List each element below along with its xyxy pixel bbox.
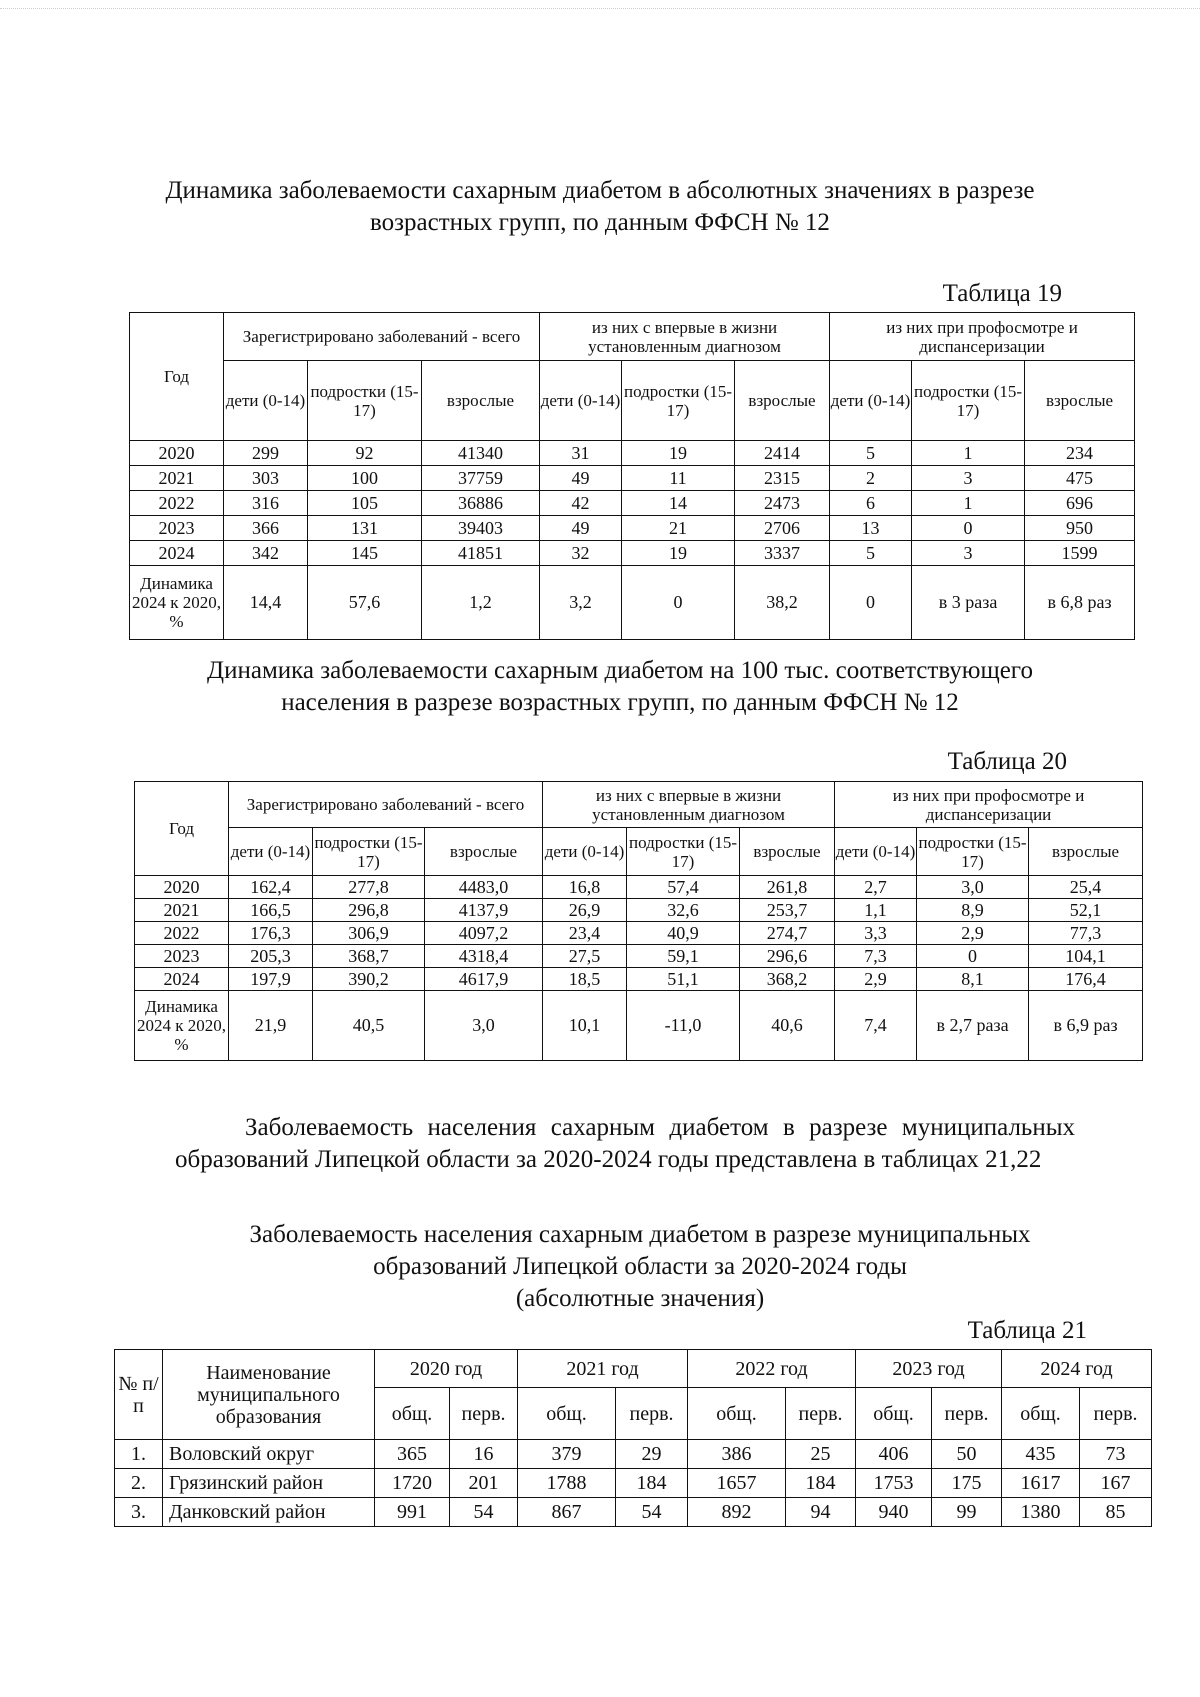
- table-cell: 5: [830, 441, 912, 466]
- table-cell: 100: [308, 466, 422, 491]
- table-cell: 145: [308, 541, 422, 566]
- table-cell: 306,9: [313, 922, 425, 945]
- table-cell: 386: [688, 1440, 786, 1469]
- table-cell: 205,3: [229, 945, 313, 968]
- table-cell: 105: [308, 491, 422, 516]
- table21-body: [115, 1440, 1152, 1527]
- table-cell: 13: [830, 516, 912, 541]
- paragraph-intro: [175, 1112, 1075, 1176]
- col-header-year: 2024 год: [1002, 1350, 1152, 1388]
- table-cell: 36886: [422, 491, 540, 516]
- col-header-num: № п/п: [115, 1350, 163, 1440]
- table-cell: 49: [540, 466, 622, 491]
- table-cell: 475: [1025, 466, 1135, 491]
- table-cell: 51,1: [627, 968, 740, 991]
- table-cell: 2414: [735, 441, 830, 466]
- col-header-name: Наименование муниципального образования: [163, 1350, 375, 1440]
- table-cell: 77,3: [1029, 922, 1143, 945]
- table-cell: 10,1: [543, 991, 627, 1061]
- table-row: [130, 491, 1135, 516]
- table-cell: 54: [616, 1498, 688, 1527]
- table-cell: Воловский округ: [163, 1440, 375, 1469]
- table-cell: 991: [375, 1498, 450, 1527]
- table-cell: 368,2: [740, 968, 835, 991]
- table-cell: 4483,0: [425, 876, 543, 899]
- col-header-adults: взрослые: [425, 828, 543, 876]
- table-cell: 1720: [375, 1469, 450, 1498]
- table-cell: 29: [616, 1440, 688, 1469]
- table-row: [115, 1440, 1152, 1469]
- table-cell: 234: [1025, 441, 1135, 466]
- heading-line: образований Липецкой области за 2020-2024 годы: [373, 1253, 907, 1280]
- row-label-dynamics: Динамика 2024 к 2020, %: [135, 991, 229, 1061]
- col-header-teens: подростки (15-17): [627, 828, 740, 876]
- table-cell: в 2,7 раза: [917, 991, 1029, 1061]
- table-cell: 7,3: [835, 945, 917, 968]
- table-cell: 1380: [1002, 1498, 1080, 1527]
- table-cell: 8,1: [917, 968, 1029, 991]
- table-cell: 365: [375, 1440, 450, 1469]
- table-row: [115, 1498, 1152, 1527]
- table-row: [130, 466, 1135, 491]
- table-cell: 131: [308, 516, 422, 541]
- table-cell: 2024: [130, 541, 224, 566]
- table19-body: [130, 441, 1135, 566]
- table-cell: 6: [830, 491, 912, 516]
- table-cell: 2024: [135, 968, 229, 991]
- table-row: [115, 1469, 1152, 1498]
- table-cell: 19: [622, 541, 735, 566]
- table-19: [129, 312, 1135, 640]
- table-cell: 94: [786, 1498, 856, 1527]
- heading-line: возрастных групп, по данным ФФСН № 12: [370, 209, 830, 236]
- table-cell: 4318,4: [425, 945, 543, 968]
- table-cell: 2020: [135, 876, 229, 899]
- table-cell: 1657: [688, 1469, 786, 1498]
- table-row: [130, 541, 1135, 566]
- heading-line: (абсолютные значения): [515, 1285, 765, 1312]
- table-cell: 277,8: [313, 876, 425, 899]
- table-cell: 0: [830, 566, 912, 640]
- table-cell: 2: [830, 466, 912, 491]
- table-cell: 368,7: [313, 945, 425, 968]
- table-cell: 2706: [735, 516, 830, 541]
- table-cell: 201: [450, 1469, 518, 1498]
- table-cell: 3,2: [540, 566, 622, 640]
- table-cell: 26,9: [543, 899, 627, 922]
- table-cell: 14,4: [224, 566, 308, 640]
- table-cell: 696: [1025, 491, 1135, 516]
- table-cell: 1,1: [835, 899, 917, 922]
- heading-line: населения в разрезе возрастных групп, по данным ФФСН № 12: [281, 689, 959, 716]
- table-cell: 50: [932, 1440, 1002, 1469]
- col-header-children: дети (0-14): [830, 361, 912, 441]
- table-cell: 406: [856, 1440, 932, 1469]
- table-cell: 4617,9: [425, 968, 543, 991]
- col-group-first: из них с впервые в жизни установленным диагнозом: [540, 313, 830, 361]
- col-header-children: дети (0-14): [224, 361, 308, 441]
- table-cell: 32,6: [627, 899, 740, 922]
- table-cell: 303: [224, 466, 308, 491]
- table-cell: 41340: [422, 441, 540, 466]
- table-cell: 23,4: [543, 922, 627, 945]
- col-header-year: 2022 год: [688, 1350, 856, 1388]
- table-cell: 2473: [735, 491, 830, 516]
- table-cell: 316: [224, 491, 308, 516]
- table-cell: 2021: [135, 899, 229, 922]
- table-cell: 40,5: [313, 991, 425, 1061]
- table-cell: 21: [622, 516, 735, 541]
- heading-line: Динамика заболеваемости сахарным диабетом на 100 тыс. соответствующего: [207, 657, 1033, 684]
- col-header-children: дети (0-14): [835, 828, 917, 876]
- table-row-dynamics: [135, 991, 1143, 1061]
- table-cell: 5: [830, 541, 912, 566]
- table-cell: 19: [622, 441, 735, 466]
- table-cell: 32: [540, 541, 622, 566]
- table-cell: 261,8: [740, 876, 835, 899]
- table-cell: 3337: [735, 541, 830, 566]
- table-cell: 21,9: [229, 991, 313, 1061]
- table-cell: 3: [912, 541, 1025, 566]
- table-cell: 1788: [518, 1469, 616, 1498]
- col-header-year: 2020 год: [375, 1350, 518, 1388]
- table-cell: 99: [932, 1498, 1002, 1527]
- col-group-total: Зарегистрировано заболеваний - всего: [224, 313, 540, 361]
- col-header-adults: взрослые: [1029, 828, 1143, 876]
- table-cell: 253,7: [740, 899, 835, 922]
- table-cell: 2,9: [835, 968, 917, 991]
- col-header-teens: подростки (15-17): [308, 361, 422, 441]
- table-cell: 296,8: [313, 899, 425, 922]
- table-cell: 3,3: [835, 922, 917, 945]
- table-cell: 1: [912, 441, 1025, 466]
- table-cell: 14: [622, 491, 735, 516]
- table-cell: 1599: [1025, 541, 1135, 566]
- table-cell: 1753: [856, 1469, 932, 1498]
- col-header-total: общ.: [856, 1388, 932, 1440]
- table-cell: 3: [912, 466, 1025, 491]
- col-header-adults: взрослые: [1025, 361, 1135, 441]
- table-row-dynamics: [130, 566, 1135, 640]
- table-cell: в 6,8 раз: [1025, 566, 1135, 640]
- table-cell: 4097,2: [425, 922, 543, 945]
- table-cell: 162,4: [229, 876, 313, 899]
- col-header-first: перв.: [450, 1388, 518, 1440]
- col-header-adults: взрослые: [735, 361, 830, 441]
- table-cell: Данковский район: [163, 1498, 375, 1527]
- table21-label: Таблица 21: [967, 1317, 1087, 1344]
- table-cell: 2,7: [835, 876, 917, 899]
- table-cell: 31: [540, 441, 622, 466]
- table-cell: 2,9: [917, 922, 1029, 945]
- table-cell: 57,6: [308, 566, 422, 640]
- col-header-teens: подростки (15-17): [313, 828, 425, 876]
- row-label-dynamics: Динамика 2024 к 2020, %: [130, 566, 224, 640]
- table-cell: 274,7: [740, 922, 835, 945]
- scan-edge-line: [0, 8, 1200, 9]
- table-row: [135, 899, 1143, 922]
- table-cell: в 6,9 раз: [1029, 991, 1143, 1061]
- table-row: [135, 922, 1143, 945]
- table-cell: 940: [856, 1498, 932, 1527]
- table-cell: 175: [932, 1469, 1002, 1498]
- table-cell: 299: [224, 441, 308, 466]
- table-cell: 73: [1080, 1440, 1152, 1469]
- table-cell: 85: [1080, 1498, 1152, 1527]
- col-header-children: дети (0-14): [540, 361, 622, 441]
- col-group-checkup: из них при профосмотре и диспансеризации: [835, 782, 1143, 828]
- col-header-total: общ.: [1002, 1388, 1080, 1440]
- col-header-total: общ.: [688, 1388, 786, 1440]
- table-cell: 1: [912, 491, 1025, 516]
- table-cell: 27,5: [543, 945, 627, 968]
- table-cell: 52,1: [1029, 899, 1143, 922]
- table-cell: 38,2: [735, 566, 830, 640]
- table-cell: 57,4: [627, 876, 740, 899]
- col-header-year: Год: [130, 313, 224, 441]
- table-cell: 435: [1002, 1440, 1080, 1469]
- table-cell: 2315: [735, 466, 830, 491]
- table-cell: 4137,9: [425, 899, 543, 922]
- table-cell: 2022: [135, 922, 229, 945]
- col-header-adults: взрослые: [422, 361, 540, 441]
- table19-label: Таблица 19: [942, 280, 1062, 307]
- table-cell: 3,0: [425, 991, 543, 1061]
- col-header-total: общ.: [375, 1388, 450, 1440]
- table-20: [134, 781, 1143, 1061]
- table-cell: 0: [622, 566, 735, 640]
- table-cell: 892: [688, 1498, 786, 1527]
- table-cell: 3,0: [917, 876, 1029, 899]
- table-cell: 379: [518, 1440, 616, 1469]
- table-row: [135, 945, 1143, 968]
- heading-table21: [190, 1219, 1090, 1315]
- table20-body: [135, 876, 1143, 991]
- table-cell: 11: [622, 466, 735, 491]
- col-header-children: дети (0-14): [229, 828, 313, 876]
- table-cell: 176,3: [229, 922, 313, 945]
- table-cell: 16: [450, 1440, 518, 1469]
- table-cell: 2021: [130, 466, 224, 491]
- paragraph-line: Заболеваемость населения сахарным диабетом в разрезе муниципальных: [245, 1114, 1075, 1141]
- col-header-total: общ.: [518, 1388, 616, 1440]
- table-cell: 166,5: [229, 899, 313, 922]
- table-cell: 41851: [422, 541, 540, 566]
- table-cell: 18,5: [543, 968, 627, 991]
- table-cell: 59,1: [627, 945, 740, 968]
- table-cell: 197,9: [229, 968, 313, 991]
- table-cell: 2022: [130, 491, 224, 516]
- table-cell: 167: [1080, 1469, 1152, 1498]
- table-cell: 54: [450, 1498, 518, 1527]
- heading-line: Заболеваемость населения сахарным диабетом в разрезе муниципальных: [249, 1221, 1031, 1248]
- col-header-first: перв.: [786, 1388, 856, 1440]
- table-cell: 296,6: [740, 945, 835, 968]
- table-cell: 39403: [422, 516, 540, 541]
- table-cell: 2023: [130, 516, 224, 541]
- col-header-teens: подростки (15-17): [917, 828, 1029, 876]
- table-cell: 16,8: [543, 876, 627, 899]
- table-cell: 40,9: [627, 922, 740, 945]
- col-header-adults: взрослые: [740, 828, 835, 876]
- table-cell: в 3 раза: [912, 566, 1025, 640]
- col-header-first: перв.: [616, 1388, 688, 1440]
- col-header-year: 2023 год: [856, 1350, 1002, 1388]
- col-group-checkup: из них при профосмотре и диспансеризации: [830, 313, 1135, 361]
- table-cell: -11,0: [627, 991, 740, 1061]
- col-header-teens: подростки (15-17): [912, 361, 1025, 441]
- col-header-children: дети (0-14): [543, 828, 627, 876]
- table-cell: 867: [518, 1498, 616, 1527]
- col-header-teens: подростки (15-17): [622, 361, 735, 441]
- table-21: [114, 1349, 1152, 1527]
- table-cell: 1.: [115, 1440, 163, 1469]
- table20-label: Таблица 20: [947, 748, 1067, 775]
- col-group-total: Зарегистрировано заболеваний - всего: [229, 782, 543, 828]
- table-cell: 176,4: [1029, 968, 1143, 991]
- table-cell: 0: [917, 945, 1029, 968]
- table-cell: 184: [786, 1469, 856, 1498]
- heading-line: Динамика заболеваемости сахарным диабетом в абсолютных значениях в разрезе: [165, 177, 1035, 204]
- table-cell: 184: [616, 1469, 688, 1498]
- table-cell: 1,2: [422, 566, 540, 640]
- table-cell: 2023: [135, 945, 229, 968]
- table-cell: 37759: [422, 466, 540, 491]
- col-header-year: Год: [135, 782, 229, 876]
- table-cell: 2020: [130, 441, 224, 466]
- table-cell: 390,2: [313, 968, 425, 991]
- table-cell: 25: [786, 1440, 856, 1469]
- table-row: [130, 516, 1135, 541]
- table-cell: 366: [224, 516, 308, 541]
- table-cell: 104,1: [1029, 945, 1143, 968]
- col-header-first: перв.: [1080, 1388, 1152, 1440]
- col-header-first: перв.: [932, 1388, 1002, 1440]
- table-cell: 7,4: [835, 991, 917, 1061]
- table-row: [135, 968, 1143, 991]
- table-cell: 342: [224, 541, 308, 566]
- table-cell: Грязинский район: [163, 1469, 375, 1498]
- table-cell: 49: [540, 516, 622, 541]
- paragraph-line: образований Липецкой области за 2020-2024 годы представлена в таблицах 21,22: [175, 1146, 1042, 1173]
- table-cell: 950: [1025, 516, 1135, 541]
- table-cell: 2.: [115, 1469, 163, 1498]
- table-cell: 1617: [1002, 1469, 1080, 1498]
- col-header-year: 2021 год: [518, 1350, 688, 1388]
- table-cell: 40,6: [740, 991, 835, 1061]
- table-cell: 0: [912, 516, 1025, 541]
- table-cell: 42: [540, 491, 622, 516]
- table-cell: 92: [308, 441, 422, 466]
- table-row: [130, 441, 1135, 466]
- table-cell: 8,9: [917, 899, 1029, 922]
- col-group-first: из них с впервые в жизни установленным диагнозом: [543, 782, 835, 828]
- table-cell: 3.: [115, 1498, 163, 1527]
- heading-table19: [130, 175, 1070, 239]
- table-row: [135, 876, 1143, 899]
- table-cell: 25,4: [1029, 876, 1143, 899]
- heading-table20: [150, 655, 1090, 719]
